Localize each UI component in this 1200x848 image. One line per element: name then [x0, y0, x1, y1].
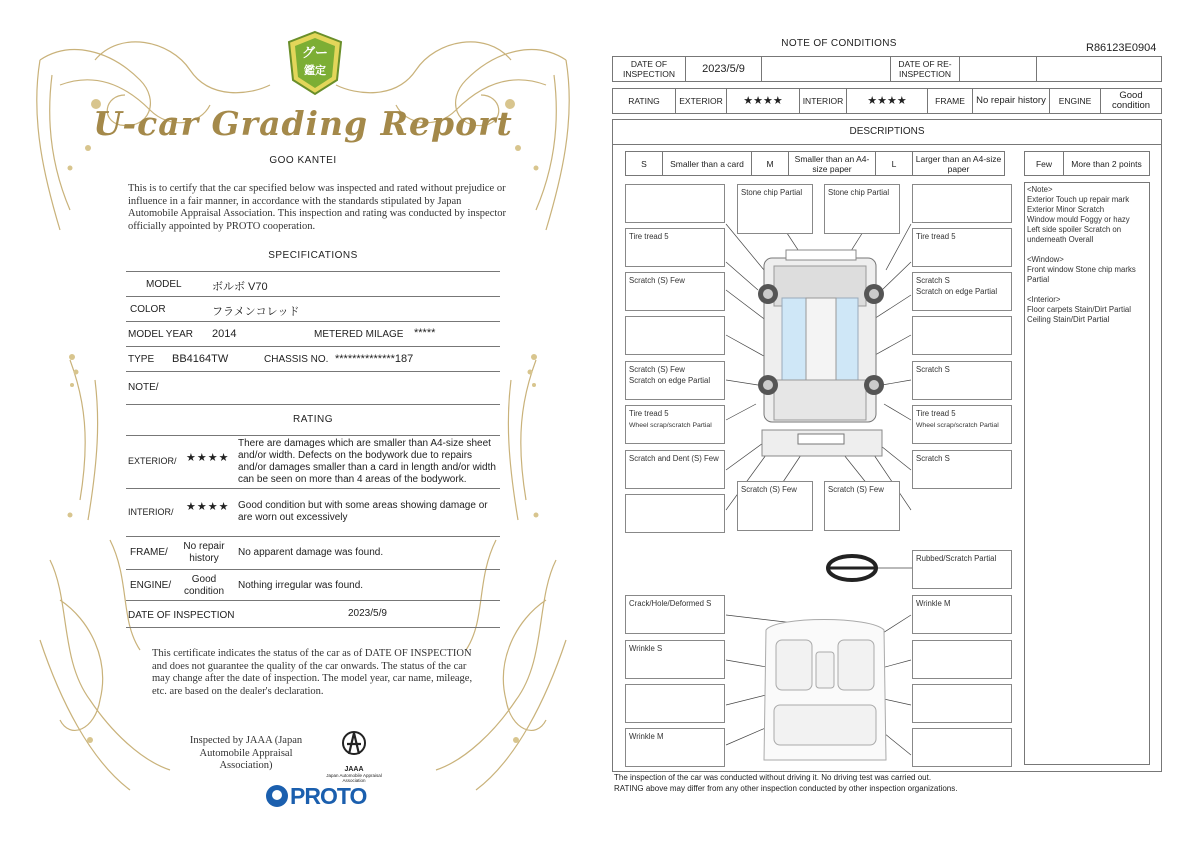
rule — [126, 271, 500, 272]
engine-description: Nothing irregular was found. — [238, 580, 364, 591]
color-label: COLOR — [130, 304, 166, 315]
damage-box — [625, 184, 725, 223]
note-label: NOTE/ — [128, 382, 159, 393]
exterior-label: EXTERIOR — [675, 88, 727, 114]
damage-box — [912, 684, 1012, 723]
footnote-rating: RATING above may differ from any other inspection conducted by other inspection organizations. — [614, 784, 958, 793]
damage-box — [625, 494, 725, 533]
note-item: Exterior Touch up repair mark — [1027, 195, 1130, 204]
note-item: Window mould Foggy or hazy — [1027, 215, 1130, 224]
damage-label: Tire tread 5 — [916, 232, 956, 241]
rule — [126, 321, 500, 322]
damage-label: Scratch on edge Partial — [629, 376, 711, 385]
engine-label: ENGINE/ — [130, 580, 172, 591]
report-title: U-car Grading Report — [93, 104, 513, 143]
rating-heading: RATING — [292, 414, 334, 425]
rule — [126, 600, 500, 601]
note-item: Ceiling Stain/Dirt Partial — [1027, 315, 1110, 324]
damage-box — [625, 450, 725, 489]
damage-box — [625, 595, 725, 634]
frame-label: FRAME — [927, 88, 973, 114]
legend-l: L — [875, 151, 913, 176]
engine-label: ENGINE — [1049, 88, 1101, 114]
damage-box — [912, 361, 1012, 400]
rule — [126, 371, 500, 372]
badge-top-text: グー — [301, 45, 328, 60]
reinspection-label: DATE OF RE-INSPECTION — [890, 56, 960, 82]
exterior-stars: ★★★★ — [186, 452, 230, 464]
rule — [126, 536, 500, 537]
damage-box — [912, 550, 1012, 589]
damage-box — [824, 481, 900, 531]
rule — [126, 569, 500, 570]
frame-value: No repair history — [183, 541, 225, 564]
damage-box — [625, 316, 725, 355]
note-item: Left side spoiler Scratch on underneath Overall — [1027, 225, 1122, 244]
damage-label: Scratch (S) Few — [828, 485, 884, 494]
damage-label: Scratch on edge Partial — [916, 287, 998, 296]
proto-mark-icon — [266, 785, 288, 807]
damage-label: Scratch S — [916, 365, 950, 374]
damage-label: Rubbed/Scratch Partial — [916, 554, 997, 563]
steering-wheel-icon — [828, 556, 876, 580]
rule — [126, 627, 500, 628]
date-of-inspection-value: 2023/5/9 — [348, 608, 387, 619]
damage-box — [625, 361, 725, 400]
window-heading: <Window> — [1027, 255, 1064, 264]
mileage-value: ***** — [414, 327, 436, 339]
exterior-stars: ★★★★ — [726, 88, 800, 114]
exterior-label: EXTERIOR/ — [128, 456, 177, 466]
date-value: 2023/5/9 — [685, 56, 762, 82]
damage-box — [625, 684, 725, 723]
legend-few-desc: More than 2 points — [1063, 151, 1150, 176]
model-value: ボルボ V70 — [212, 281, 268, 293]
jaaa-logo — [318, 730, 390, 783]
interior-label: INTERIOR — [799, 88, 847, 114]
exterior-description: There are damages which are smaller than A4-size sheet and/or width. Defects on the bodywork due to repairs and/or damages smaller than a card in length and/or width can be seen on more than 4 areas of the bodywork. — [238, 438, 496, 485]
frame-description: No apparent damage was found. — [238, 547, 384, 558]
damage-box — [625, 640, 725, 679]
interior-label: INTERIOR/ — [128, 507, 174, 517]
damage-box — [912, 272, 1012, 311]
note-item: Floor carpets Stain/Dirt Partial — [1027, 305, 1131, 314]
damage-box — [625, 728, 725, 767]
damage-box — [912, 316, 1012, 355]
damage-box — [912, 450, 1012, 489]
damage-box — [912, 184, 1012, 223]
proto-name: PROTO — [290, 783, 367, 809]
certification-intro: This is to certify that the car specified below was inspected and rated without prejudice or influence in a fair manner, in accordance with the standards stipulated by Japan Automobile Appraisal Association. This inspection and rating was conducted by inspector officially appointed by PROTO cooperation. — [128, 183, 507, 232]
damage-box — [625, 405, 725, 444]
damage-box — [912, 405, 1012, 444]
frame-value: No repair history — [972, 88, 1050, 114]
rule — [126, 404, 500, 405]
color-value: フラメンコレッド — [212, 306, 300, 318]
engine-value: Good condition — [183, 574, 225, 597]
rule — [126, 435, 500, 436]
interior-description: Good condition but with some areas showing damage or are worn out excessively — [238, 500, 488, 523]
inspected-by: Inspected by JAAA (Japan Automobile Appraisal Association) — [189, 735, 303, 772]
damage-box — [625, 228, 725, 267]
date-of-inspection-label: DATE OF INSPECTION — [128, 610, 235, 621]
type-value: BB4164TW — [172, 353, 229, 365]
interior-stars: ★★★★ — [186, 501, 230, 513]
specifications-heading: SPECIFICATIONS — [268, 250, 358, 261]
legend-l-desc: Larger than an A4-size paper — [912, 151, 1005, 176]
damage-box — [912, 640, 1012, 679]
model-label: MODEL — [146, 279, 182, 290]
jaaa-full-name: Japan Automobile Appraisal Association — [326, 773, 382, 783]
reference-number: R86123E0904 — [1086, 42, 1157, 54]
footnote-driving: The inspection of the car was conducted without driving it. No driving test was carried out. — [614, 773, 932, 782]
damage-box — [737, 184, 813, 234]
car-interior-seats-icon — [764, 620, 886, 761]
rule — [126, 346, 500, 347]
model-year-value: 2014 — [212, 328, 237, 340]
damage-label: Tire tread 5 — [629, 232, 669, 241]
jaaa-name: JAAA — [344, 766, 364, 773]
descriptions-heading: DESCRIPTIONS — [612, 119, 1162, 145]
rule — [126, 296, 500, 297]
note-of-conditions — [606, 0, 1200, 848]
damage-box — [737, 481, 813, 531]
rating-label: RATING — [612, 88, 676, 114]
car-top-view-icon — [758, 250, 884, 456]
interior-heading: <Interior> — [1027, 295, 1061, 304]
damage-label: Scratch S — [916, 276, 950, 285]
damage-box — [625, 272, 725, 311]
legend-s-desc: Smaller than a card — [662, 151, 752, 176]
damage-label: Wrinkle M — [629, 732, 664, 741]
model-year-label: MODEL YEAR — [128, 329, 194, 340]
legend-m: M — [751, 151, 789, 176]
frame-label: FRAME/ — [130, 547, 168, 558]
chassis-value: **************187 — [335, 353, 414, 365]
damage-label: Scratch (S) Few — [741, 485, 797, 494]
report-subtitle: GOO KANTEI — [269, 155, 337, 166]
damage-box — [912, 228, 1012, 267]
goo-kantei-badge — [287, 30, 343, 96]
damage-label: Wrinkle S — [629, 644, 663, 653]
type-label: TYPE — [128, 354, 155, 365]
damage-label: Tire tread 5 — [629, 409, 669, 418]
damage-box — [824, 184, 900, 234]
damage-label: Wheel scrap/scratch Partial — [916, 422, 999, 429]
damage-box — [912, 728, 1012, 767]
legend-few: Few — [1024, 151, 1064, 176]
mileage-label: METERED MILAGE — [314, 329, 404, 340]
damage-label: Wheel scrap/scratch Partial — [629, 422, 712, 429]
interior-stars: ★★★★ — [846, 88, 928, 114]
note-item: Front window Stone chip marks Partial — [1027, 265, 1136, 284]
damage-label: Scratch (S) Few — [629, 276, 685, 285]
damage-label: Stone chip Partial — [741, 188, 803, 197]
note-heading: <Note> — [1027, 185, 1053, 194]
rule — [126, 488, 500, 489]
legend-s: S — [625, 151, 663, 176]
proto-logo — [266, 783, 366, 810]
badge-bottom-text: 鑑定 — [304, 65, 326, 77]
damage-label: Tire tread 5 — [916, 409, 956, 418]
certificate-disclaimer: This certificate indicates the status of the car as of DATE OF INSPECTION and does not guarantee the quality of the car onwards. The status of the car may change after the date of inspection. The model year, car name, mileage, etc. are based on the dealer's declaration. — [152, 648, 473, 697]
date-label: DATE OF INSPECTION — [612, 56, 686, 82]
engine-value: Good condition — [1100, 88, 1162, 114]
damage-label: Wrinkle M — [916, 599, 951, 608]
legend-m-desc: Smaller than an A4-size paper — [788, 151, 876, 176]
damage-label: Scratch and Dent (S) Few — [629, 454, 719, 463]
note-item: Exterior Minor Scratch — [1027, 205, 1105, 214]
damage-label: Stone chip Partial — [828, 188, 890, 197]
damage-label: Crack/Hole/Deformed S — [629, 599, 712, 608]
damage-label: Scratch S — [916, 454, 950, 463]
jaaa-emblem-icon — [341, 730, 367, 760]
damage-box — [912, 595, 1012, 634]
damage-label: Scratch (S) Few — [629, 365, 685, 374]
chassis-label: CHASSIS NO. — [264, 354, 329, 365]
notes-title: NOTE OF CONDITIONS — [781, 38, 897, 49]
